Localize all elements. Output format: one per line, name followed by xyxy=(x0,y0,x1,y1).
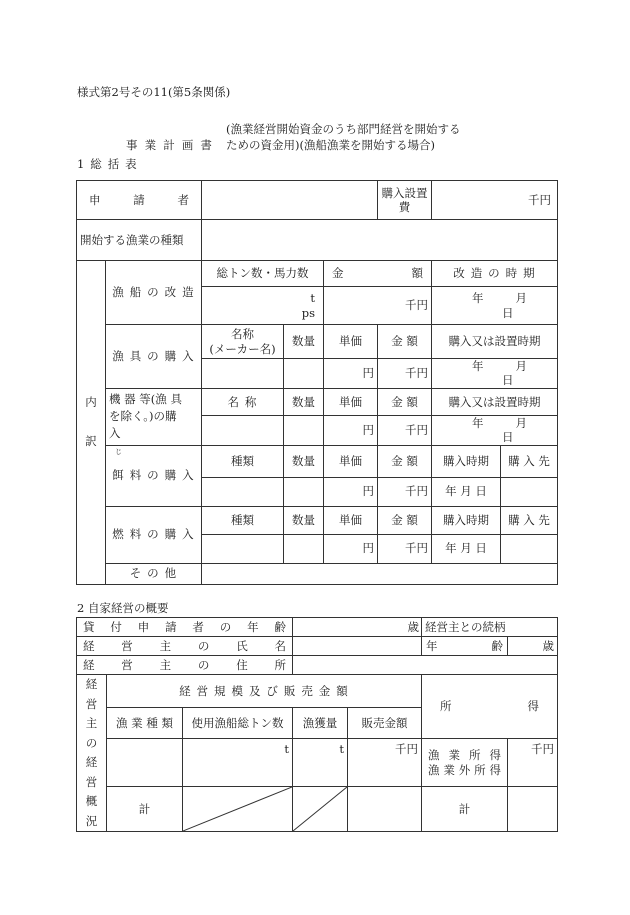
gear-amount-value[interactable]: 千円 xyxy=(378,359,432,389)
applicant-label: 申 請 者 xyxy=(77,181,202,220)
feed-col-qty: 数量 xyxy=(284,445,324,477)
page-title: 事 業 計 画 書 xyxy=(126,138,214,152)
equipment-amount-value[interactable]: 千円 xyxy=(378,415,432,445)
gear-col-unit-price: 単価 xyxy=(324,325,378,359)
gear-col-name: 名称 (メーカー名) xyxy=(202,325,284,359)
feed-col-unit-price: 単価 xyxy=(324,445,378,477)
borrower-age-unit: 歳 xyxy=(348,618,422,637)
feed-qty-value[interactable] xyxy=(284,477,324,506)
feed-amount-value[interactable]: 千円 xyxy=(378,477,432,506)
vessel-col-amount: 金 額 xyxy=(324,261,432,287)
fuel-label: 燃 料 の 購 入 xyxy=(106,506,202,563)
section1-heading: 1 総 括 表 xyxy=(77,157,138,171)
gear-col-amount: 金 額 xyxy=(378,325,432,359)
equipment-col-unit-price: 単価 xyxy=(324,388,378,415)
fishery-type-label: 開始する漁業の種類 xyxy=(77,220,202,261)
col-sales: 販売金額 xyxy=(348,708,422,739)
equipment-col-amount: 金 額 xyxy=(378,388,432,415)
scale-sales-label: 経 営 規 模 及 び 販 売 金 額 xyxy=(107,675,422,708)
col-vessel-tonnage: 使用漁船総トン数 xyxy=(183,708,293,739)
owner-age-value[interactable]: 歳 xyxy=(508,637,558,656)
fuel-type-value[interactable] xyxy=(202,534,284,563)
equipment-qty-value[interactable] xyxy=(284,415,324,445)
equipment-col-qty: 数量 xyxy=(284,388,324,415)
feed-col-amount: 金 額 xyxy=(378,445,432,477)
fuel-time-value[interactable]: 年 月 日 xyxy=(432,534,501,563)
borrower-age-label: 貸 付 申 請 者 の 年 齢 xyxy=(77,618,293,637)
vessel-col-time: 改 造 の 時 期 xyxy=(432,261,558,287)
sales-value[interactable]: 千円 xyxy=(348,739,422,787)
fuel-col-qty: 数量 xyxy=(284,506,324,534)
vessel-time-value[interactable]: 年 月日 xyxy=(432,287,558,325)
fuel-supplier-value[interactable] xyxy=(501,534,558,563)
vessel-tonnage-value[interactable]: t ps xyxy=(202,287,324,325)
borrower-age-value[interactable] xyxy=(293,618,348,637)
title-paren-line1: (漁業経営開始資金のうち部門経営を開始する xyxy=(226,122,461,136)
title-paren-line2: ための資金用)(漁船漁業を開始する場合) xyxy=(226,138,435,152)
gear-time-value[interactable]: 年 月日 xyxy=(432,359,558,389)
feed-col-time: 購入時期 xyxy=(432,445,501,477)
fuel-col-type: 種類 xyxy=(202,506,284,534)
owner-address-label: 経 営 主 の 住 所 xyxy=(77,656,293,675)
owner-address-value[interactable] xyxy=(293,656,558,675)
equipment-unit-price-value[interactable]: 円 xyxy=(324,415,378,445)
feed-supplier-value[interactable] xyxy=(501,477,558,506)
scale-total-label: 計 xyxy=(107,787,183,832)
sales-total-value[interactable] xyxy=(348,787,422,832)
fishery-type-value[interactable] xyxy=(202,220,558,261)
income-total-label: 計 xyxy=(422,787,508,832)
form-label: 様式第2号その11(第5条関係) xyxy=(77,85,231,99)
feed-type-value[interactable] xyxy=(202,477,284,506)
fuel-col-supplier: 購 入 先 xyxy=(501,506,558,534)
fuel-qty-value[interactable] xyxy=(284,534,324,563)
other-value[interactable] xyxy=(202,563,558,584)
income-total-value[interactable] xyxy=(508,787,558,832)
income-value[interactable]: 千円 xyxy=(508,739,558,787)
purchase-cost-value[interactable]: 千円 xyxy=(432,181,558,220)
fuel-col-unit-price: 単価 xyxy=(324,506,378,534)
gear-col-time: 購入又は設置時期 xyxy=(432,325,558,359)
fuel-unit-price-value[interactable]: 円 xyxy=(324,534,378,563)
vessel-amount-value[interactable]: 千円 xyxy=(324,287,432,325)
equipment-col-name: 名 称 xyxy=(202,388,284,415)
feed-time-value[interactable]: 年 月 日 xyxy=(432,477,501,506)
own-business-table xyxy=(76,617,558,832)
vessel-col-tonnage: 総トン数・馬力数 xyxy=(202,261,324,287)
income-label: 所 得 xyxy=(422,675,558,739)
feed-col-type: 種類 xyxy=(202,445,284,477)
col-catch: 漁獲量 xyxy=(293,708,348,739)
gear-label: 漁 具 の 購 入 xyxy=(106,325,202,389)
fishery-type-value[interactable] xyxy=(107,739,183,787)
fuel-col-amount: 金 額 xyxy=(378,506,432,534)
relation-label: 経営主との続柄 xyxy=(422,618,558,637)
overview-label: 経 営 主 の 経 営 概 況 xyxy=(77,675,107,832)
gear-name-value[interactable] xyxy=(202,359,284,389)
applicant-value[interactable] xyxy=(202,181,378,220)
section2-heading: 2 自家経営の概要 xyxy=(77,601,169,615)
equipment-time-value[interactable]: 年 月日 xyxy=(432,415,558,445)
vessel-tonnage-value[interactable]: t xyxy=(183,739,293,787)
fuel-col-time: 購入時期 xyxy=(432,506,501,534)
feed-unit-price-value[interactable]: 円 xyxy=(324,477,378,506)
gear-qty-value[interactable] xyxy=(284,359,324,389)
breakdown-label: 内 訳 xyxy=(77,261,106,585)
gear-unit-price-value[interactable]: 円 xyxy=(324,359,378,389)
summary-table xyxy=(76,180,558,585)
catch-value[interactable]: t xyxy=(293,739,348,787)
other-label: そ の 他 xyxy=(106,563,202,584)
vessel-tonnage-total-diagonal xyxy=(183,787,293,832)
feed-label: じ 餌 料 の 購 入 xyxy=(106,445,202,506)
owner-name-label: 経 営 主 の 氏 名 xyxy=(77,637,293,656)
catch-total-diagonal xyxy=(293,787,348,832)
col-fishery-type: 漁 業 種 類 xyxy=(107,708,183,739)
income-breakdown-labels: 漁 業 所 得 漁 業 外 所 得 xyxy=(422,739,508,787)
equipment-name-value[interactable] xyxy=(202,415,284,445)
owner-age-label: 年 齢 xyxy=(422,637,508,656)
purchase-cost-label: 購入設置費 xyxy=(378,181,432,220)
equipment-col-time: 購入又は設置時期 xyxy=(432,388,558,415)
equipment-label: 機 器 等(漁 具 を除く。)の購 入 xyxy=(106,388,202,445)
feed-col-supplier: 購 入 先 xyxy=(501,445,558,477)
fuel-amount-value[interactable]: 千円 xyxy=(378,534,432,563)
gear-col-qty: 数量 xyxy=(284,325,324,359)
owner-name-value[interactable] xyxy=(293,637,422,656)
vessel-label: 漁 船 の 改 造 xyxy=(106,261,202,325)
